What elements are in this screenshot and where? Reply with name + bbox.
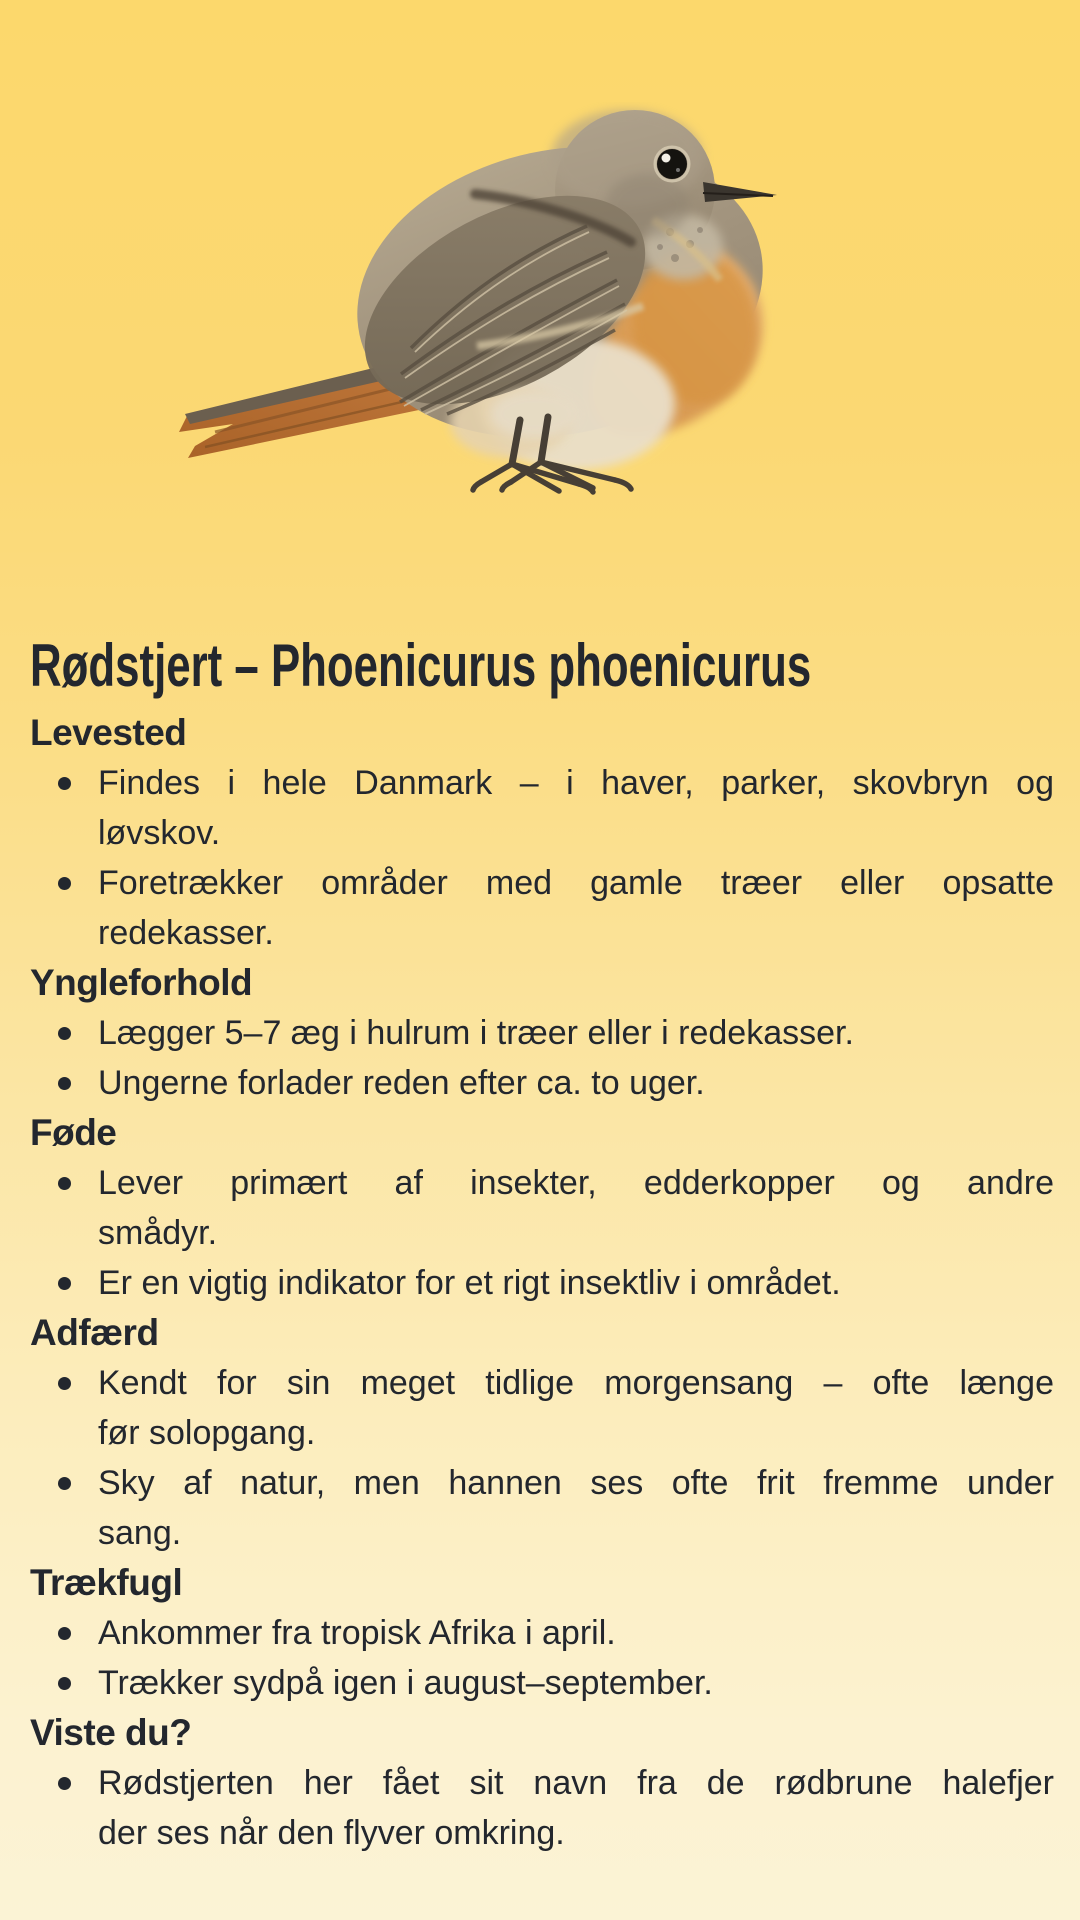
bullet-line: Lever primært af insekter, edderkopper og andre <box>98 1164 1054 1202</box>
section-heading: Yngleforhold <box>30 962 253 1003</box>
bullet-icon <box>58 777 71 790</box>
bullet-icon <box>58 1477 71 1490</box>
list-item <box>30 1258 1054 1308</box>
section-heading: Viste du? <box>30 1712 192 1753</box>
section-traekfugl <box>30 1558 1054 1708</box>
bird-beak <box>703 182 777 202</box>
bullet-line: Sky af natur, men hannen ses ofte frit fremme under <box>98 1464 1054 1502</box>
section-heading: Adfærd <box>30 1312 159 1353</box>
bullet-line: der ses når den flyver omkring. <box>98 1814 565 1852</box>
bullet-icon <box>58 1177 71 1190</box>
bullet-line: Ankommer fra tropisk Afrika i april. <box>98 1614 616 1652</box>
list-item <box>30 1358 1054 1458</box>
bird-photo <box>175 102 787 504</box>
bird-fact-card <box>30 630 1054 1858</box>
bullet-line: Er en vigtig indikator for et rigt insektliv i området. <box>98 1264 841 1302</box>
list-item <box>30 1058 1054 1108</box>
bullet-line: Findes i hele Danmark – i haver, parker, skovbryn og <box>98 764 1054 802</box>
bullet-icon <box>58 877 71 890</box>
bullet-line: før solopgang. <box>98 1414 316 1452</box>
page-title: Rødstjert – Phoenicurus phoenicurus <box>30 632 812 699</box>
bullet-line: redekasser. <box>98 914 274 952</box>
list-item <box>30 758 1054 858</box>
bullet-line: Foretrækker områder med gamle træer eller opsatte <box>98 864 1054 902</box>
bullet-icon <box>58 1277 71 1290</box>
section-levested <box>30 708 1054 958</box>
bullet-icon <box>58 1077 71 1090</box>
bullet-icon <box>58 1677 71 1690</box>
list-item <box>30 1458 1054 1558</box>
bullet-line: smådyr. <box>98 1214 218 1252</box>
bullet-line: løvskov. <box>98 814 221 852</box>
bullet-line: sang. <box>98 1514 182 1552</box>
bullet-icon <box>58 1377 71 1390</box>
bullet-icon <box>58 1777 71 1790</box>
bullet-line: Trækker sydpå igen i august–september. <box>98 1664 713 1702</box>
bird-eye <box>655 147 689 181</box>
list-item <box>30 1758 1054 1858</box>
section-heading: Levested <box>30 712 187 753</box>
section-adfaerd <box>30 1308 1054 1558</box>
section-heading: Føde <box>30 1112 117 1153</box>
bullet-line: Rødstjerten her fået sit navn fra de rødbrune halefjer <box>98 1764 1054 1802</box>
list-item <box>30 1658 1054 1708</box>
list-item <box>30 1008 1054 1058</box>
bullet-icon <box>58 1027 71 1040</box>
bullet-line: Lægger 5–7 æg i hulrum i træer eller i redekasser. <box>98 1014 854 1052</box>
list-item <box>30 1158 1054 1258</box>
section-heading: Trækfugl <box>30 1562 183 1603</box>
bullet-icon <box>58 1627 71 1640</box>
bullet-line: Ungerne forlader reden efter ca. to uger. <box>98 1064 705 1102</box>
list-item <box>30 1608 1054 1658</box>
section-viste-du <box>30 1708 1054 1858</box>
section-foede <box>30 1108 1054 1308</box>
list-item <box>30 858 1054 958</box>
section-yngleforhold <box>30 958 1054 1108</box>
bullet-line: Kendt for sin meget tidlige morgensang – ofte længe <box>98 1364 1054 1402</box>
